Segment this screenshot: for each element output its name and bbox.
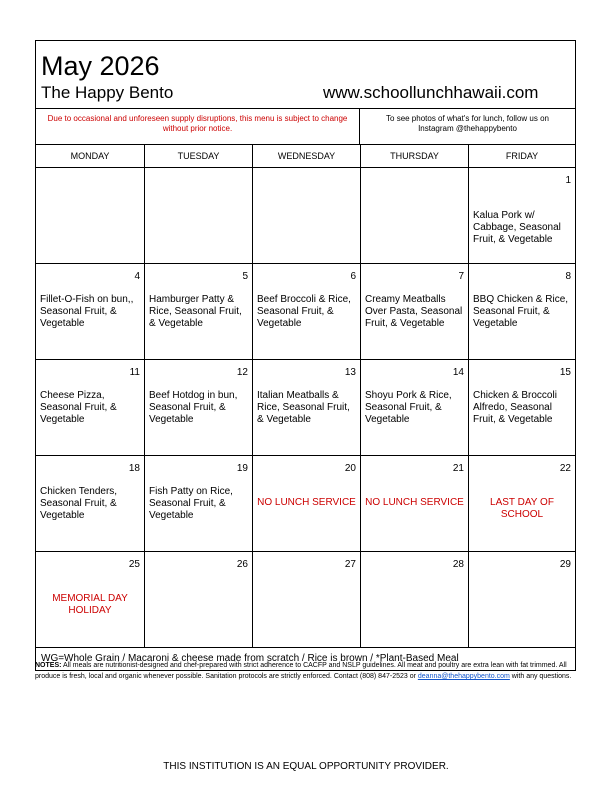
day-cell — [253, 360, 361, 455]
meal-description: Hamburger Patty & Rice, Seasonal Fruit, & Vegetable — [149, 294, 242, 329]
day-number: 12 — [236, 367, 248, 378]
holiday-notice: MEMORIAL DAY HOLIDAY — [52, 593, 128, 616]
day-number: 22 — [559, 463, 571, 474]
last-day-notice: LAST DAY OF SCHOOL — [490, 497, 554, 520]
page-title: May 2026 — [41, 51, 160, 81]
day-number: 1 — [565, 175, 571, 186]
day-cell — [36, 552, 145, 647]
day-cell — [361, 168, 469, 263]
day-cell — [361, 456, 469, 551]
week-row — [36, 360, 575, 456]
day-cell — [469, 456, 575, 551]
week-row — [36, 456, 575, 552]
day-cell — [253, 168, 361, 263]
contact-email-link[interactable]: deanna@thehappybento.com — [417, 673, 510, 680]
meal-description: Beef Hotdog in bun, Seasonal Fruit, & Vegetable — [149, 390, 238, 425]
menu-legend: WG=Whole Grain / Macaroni & cheese made from scratch / Rice is brown / *Plant-Based Meal — [41, 653, 459, 664]
day-cell — [361, 552, 469, 647]
website-url: www.schoollunchhawaii.com — [323, 83, 539, 102]
day-cell — [36, 168, 145, 263]
week-row — [36, 264, 575, 360]
day-number: 18 — [128, 463, 140, 474]
day-cell — [469, 360, 575, 455]
day-cell — [253, 264, 361, 359]
day-cell — [469, 552, 575, 647]
day-number: 26 — [236, 559, 248, 570]
calendar-frame — [35, 40, 576, 671]
no-lunch-notice: NO LUNCH SERVICE — [257, 497, 356, 508]
disclaimer-notice: Due to occasional and unforeseen supply disruptions, this menu is subject to change without prior notice. — [36, 109, 360, 144]
day-cell — [361, 360, 469, 455]
day-number: 14 — [452, 367, 464, 378]
day-cell — [469, 264, 575, 359]
instagram-notice: To see photos of what's for lunch, follow us on Instagram @thehappybento — [386, 114, 549, 133]
day-number: 25 — [128, 559, 140, 570]
week-row — [36, 168, 575, 264]
day-cell — [145, 360, 253, 455]
day-cell — [145, 552, 253, 647]
weekday-monday: MONDAY — [36, 145, 145, 167]
calendar-header — [36, 41, 575, 109]
day-cell — [253, 456, 361, 551]
day-cell — [36, 360, 145, 455]
weekday-thursday: THURSDAY — [361, 145, 469, 167]
week-row — [36, 552, 575, 648]
company-name: The Happy Bento — [41, 83, 174, 102]
day-number: 21 — [452, 463, 464, 474]
day-number: 19 — [236, 463, 248, 474]
meal-description: Chicken Tenders, Seasonal Fruit, & Vegetable — [40, 486, 118, 521]
day-cell — [469, 168, 575, 263]
day-number: 29 — [559, 559, 571, 570]
day-number: 13 — [344, 367, 356, 378]
day-number: 27 — [344, 559, 356, 570]
weekday-friday: FRIDAY — [505, 151, 539, 161]
day-number: 5 — [242, 271, 248, 282]
meal-description: Fish Patty on Rice, Seasonal Fruit, & Vegetable — [149, 486, 233, 521]
meal-description: BBQ Chicken & Rice, Seasonal Fruit, & Vegetable — [473, 294, 569, 329]
day-number: 4 — [134, 271, 140, 282]
day-cell — [361, 264, 469, 359]
notes-label: NOTES: — [35, 662, 62, 669]
day-number: 6 — [350, 271, 356, 282]
day-number: 15 — [559, 367, 571, 378]
meal-description: Beef Broccoli & Rice, Seasonal Fruit, & Vegetable — [257, 294, 351, 329]
day-cell — [253, 552, 361, 647]
day-number: 28 — [452, 559, 464, 570]
meal-description: Italian Meatballs & Rice, Seasonal Fruit, & Vegetable — [257, 390, 350, 425]
equal-opportunity-statement: THIS INSTITUTION IS AN EQUAL OPPORTUNITY PROVIDER. — [163, 761, 449, 772]
meal-description: Cheese Pizza, Seasonal Fruit, & Vegetable — [40, 390, 117, 425]
notes-section — [35, 660, 580, 682]
day-number: 11 — [129, 367, 140, 378]
day-cell — [36, 264, 145, 359]
meal-description: Shoyu Pork & Rice, Seasonal Fruit, & Vegetable — [365, 390, 452, 425]
day-cell — [145, 264, 253, 359]
day-cell — [36, 456, 145, 551]
no-lunch-notice: NO LUNCH SERVICE — [365, 497, 464, 508]
meal-description: Kalua Pork w/ Cabbage, Seasonal Fruit, & Vegetable — [473, 210, 561, 245]
day-number: 20 — [344, 463, 356, 474]
notice-bar — [36, 109, 575, 145]
weekday-header-row — [36, 145, 575, 168]
meal-description: Creamy Meatballs Over Pasta, Seasonal Fruit, & Vegetable — [365, 294, 463, 329]
weekday-tuesday: TUESDAY — [145, 145, 253, 167]
day-cell — [145, 456, 253, 551]
weekday-wednesday: WEDNESDAY — [253, 145, 361, 167]
notes-suffix: with any questions. — [509, 673, 572, 680]
day-cell — [145, 168, 253, 263]
meal-description: Chicken & Broccoli Alfredo, Seasonal Fruit, & Vegetable — [473, 390, 557, 425]
notes-text: All meals are nutritionist-designed and chef-prepared with strict adherence to CACFP and NSLP guidelines. All meat and poultry are extra lean with fat trimmed. All produce is fresh, local and organic whenever possible. Sanitation protocols are strictly enforced. Contact (808) 847-2523 or — [35, 662, 567, 680]
day-number: 7 — [458, 271, 464, 282]
day-number: 8 — [565, 271, 571, 282]
meal-description: Fillet-O-Fish on bun,, Seasonal Fruit, & Vegetable — [40, 294, 134, 329]
